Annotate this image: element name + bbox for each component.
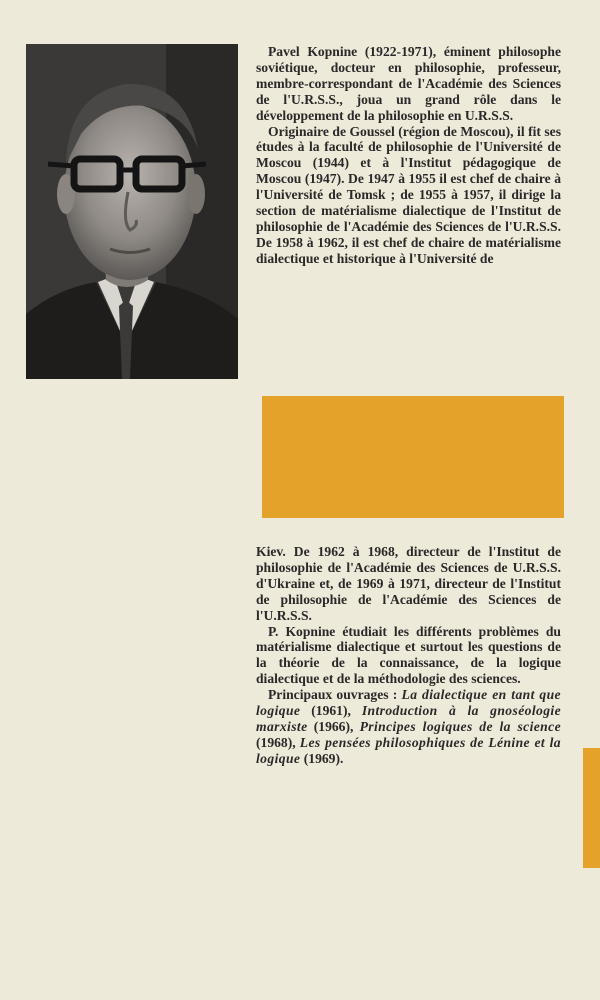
work-title: Principes logiques de la science	[359, 718, 562, 734]
work-title: Les pensées philosophiques de Lénine et la logique	[256, 734, 561, 766]
portrait-icon	[26, 44, 238, 379]
orange-edge-tab	[583, 748, 600, 868]
bio-paragraph-kiev: Kiev. De 1962 à 1968, directeur de l'Institut de philosophie de l'Académie des Sciences de U.R.S.S. d'Ukraine et, de 1969 à 1971, directeur de l'Institut de philosophie de l'Académie des Sciences de l'U.R.S.S.	[256, 544, 561, 623]
bio-paragraph-career: Originaire de Goussel (région de Moscou), il fit ses études à la faculté de philosophie de l'Université de Moscou (1944) et à l'Institut pédagogique de Moscou (1947). De 1947 à 1955 il est chef de chaire à l'Université de Tomsk ; de 1955 à 1957, il dirige la section de matérialisme dialectique de l'Institut de philosophie de l'Académie des Sciences de l'U.R.S.S. De 1958 à 1962, il est chef de chaire de matérialisme dialectique et historique à l'Université de	[256, 123, 561, 266]
work-year: (1966),	[313, 718, 354, 734]
principal-works	[256, 687, 561, 767]
orange-color-block	[262, 396, 564, 518]
biography-bottom	[256, 544, 561, 767]
work-year: (1961),	[311, 703, 351, 719]
biography-top	[256, 44, 561, 267]
work-year: (1968),	[256, 734, 296, 750]
work-title: Introduction à la gnoséologie marxiste	[256, 703, 562, 734]
bio-paragraph-research: P. Kopnine étudiait les différents problèmes du matérialisme dialectique et surtout les questions de la théorie de la connaissance, de la logique dialectique et de la méthodologie des sciences.	[256, 623, 561, 687]
works-label: Principaux ouvrages :	[268, 687, 398, 703]
work-year: (1969).	[303, 750, 344, 766]
bio-paragraph-intro: Pavel Kopnine (1922-1971), éminent philosophe soviétique, docteur en philosophie, professeur, membre-correspondant de l'Académie des Sciences de l'U.R.S.S., joua un grand rôle dans le développement de la philosophie en U.R.S.S.	[256, 44, 561, 123]
author-portrait-photo	[26, 44, 238, 379]
work-title: La dialectique en tant que logique	[256, 687, 561, 719]
